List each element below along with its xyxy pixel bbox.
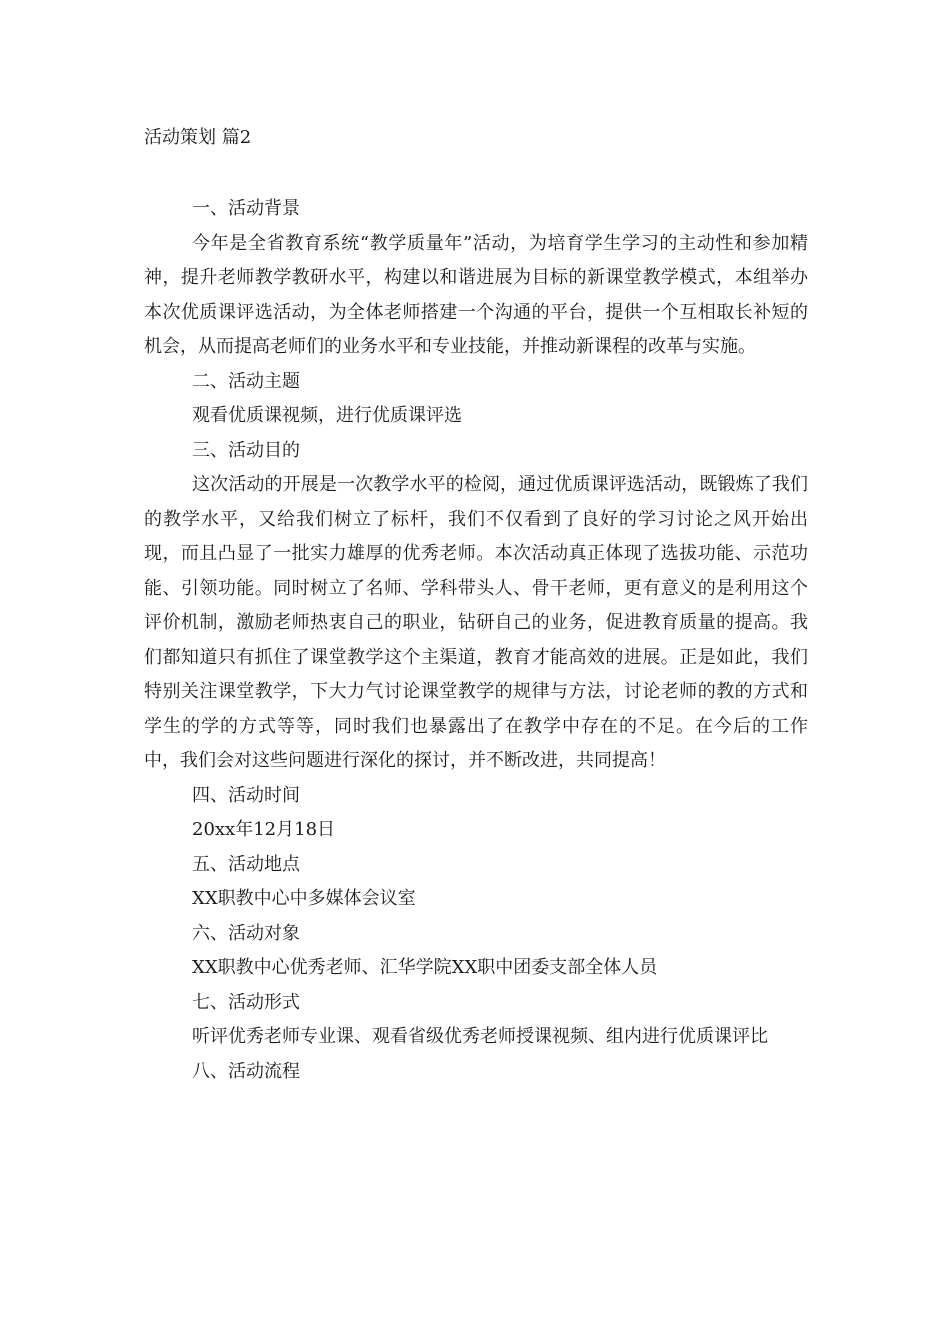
section-heading-purpose: 三、活动目的 xyxy=(192,439,300,461)
document-title: 活动策划 篇2 xyxy=(144,127,252,148)
paragraph-format: 听评优秀老师专业课、观看省级优秀老师授课视频、组内进行优质课评比 xyxy=(192,1026,768,1047)
section-heading-audience: 六、活动对象 xyxy=(192,922,300,944)
paragraph-location: XX职教中心中多媒体会议室 xyxy=(192,888,416,909)
paragraph-theme: 观看优质课视频，进行优质课评选 xyxy=(192,405,462,426)
section-heading-format: 七、活动形式 xyxy=(192,991,300,1013)
paragraph-background: 今年是全省教育系统“教学质量年”活动，为培育学生学习的主动性和参加精神，提升老师教学教研水平，构建以和谐进展为目标的新课堂教学模式，本组举办本次优质课评选活动，为全体老师搭建一个沟通的平台，提供一个互相取长补短的机会，从而提高老师们的业务水平和专业技能，并推动新课程的改革与实施。 xyxy=(144,232,808,357)
document-body xyxy=(144,192,808,1089)
paragraph-purpose: 这次活动的开展是一次教学水平的检阅，通过优质课评选活动，既锻炼了我们的教学水平，又给我们树立了标杆，我们不仅看到了良好的学习讨论之风开始出现，而且凸显了一批实力雄厚的优秀老师。本次活动真正体现了选拔功能、示范功能、引领功能。同时树立了名师、学科带头人、骨干老师，更有意义的是利用这个评价机制，激励老师热衷自己的职业，钻研自己的业务，促进教育质量的提高。我们都知道只有抓住了课堂教学这个主渠道，教育才能高效的进展。正是如此，我们特别关注课堂教学，下大力气讨论课堂教学的规律与方法，讨论老师的教的方式和学生的学的方式等等，同时我们也暴露出了在教学中存在的不足。在今后的工作中，我们会对这些问题进行深化的探讨，并不断改进，共同提高！ xyxy=(144,474,808,771)
paragraph-audience: XX职教中心优秀老师、汇华学院XX职中团委支部全体人员 xyxy=(192,957,658,978)
section-heading-time: 四、活动时间 xyxy=(192,784,300,806)
paragraph-time: 20xx年12月18日 xyxy=(192,819,336,840)
section-heading-theme: 二、活动主题 xyxy=(192,370,300,392)
section-heading-location: 五、活动地点 xyxy=(192,853,300,875)
section-heading-background: 一、活动背景 xyxy=(192,198,300,219)
section-heading-process: 八、活动流程 xyxy=(192,1060,300,1082)
